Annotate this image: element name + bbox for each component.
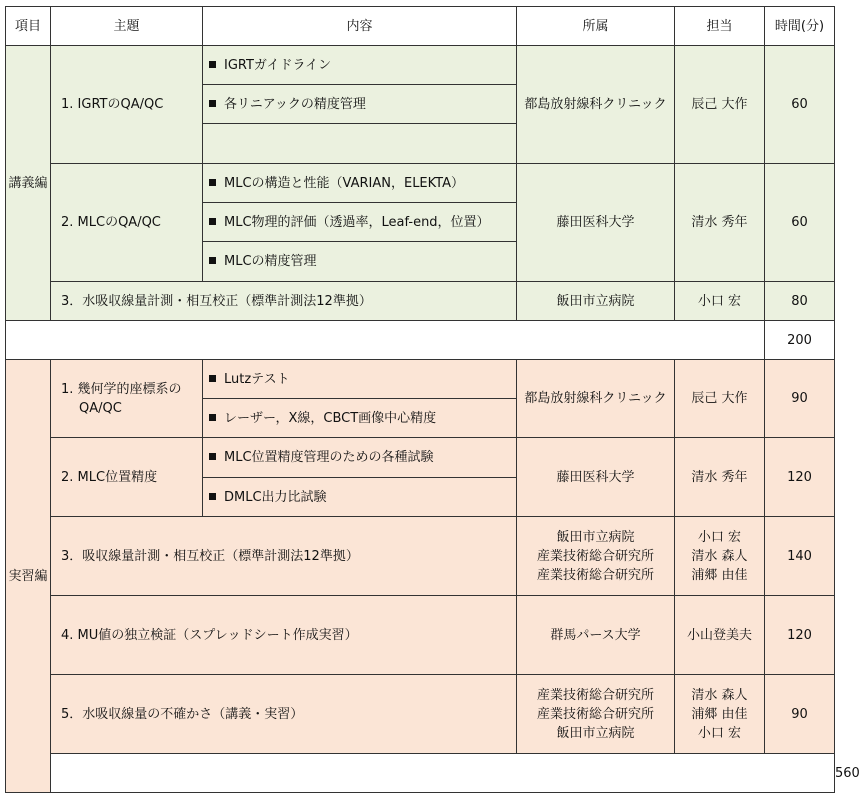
affiliation-line: 産業技術総合研究所	[536, 548, 654, 564]
bullet-square-icon	[209, 453, 216, 460]
table-row	[6, 596, 835, 675]
practice-affiliation-1: 都島放射線科クリニック	[517, 360, 675, 438]
practice-person-1: 辰己 大作	[675, 360, 765, 438]
affiliation-line: 飯田市立病院	[556, 529, 635, 545]
list-item	[203, 399, 517, 438]
header-affiliation: 所属	[517, 7, 675, 46]
practice-time-2: 120	[765, 438, 835, 517]
lecture-time-3: 80	[765, 282, 835, 321]
header-row	[6, 7, 835, 46]
header-content: 内容	[203, 7, 517, 46]
item-text: MLC物理的評価（透過率，Leaf-end，位置）	[224, 214, 490, 230]
header-time: 時間(分)	[765, 7, 835, 46]
list-item	[203, 46, 517, 85]
lecture-person-1: 辰己 大作	[675, 46, 765, 164]
practice-topic-5: 5．水吸収線量の不確かさ（講義・実習）	[51, 675, 517, 754]
table-row	[6, 360, 835, 399]
section-practice-label: 実習編	[6, 360, 51, 793]
bullet-square-icon	[209, 100, 216, 107]
table-row	[6, 675, 835, 754]
item-text: IGRTガイドライン	[224, 57, 332, 73]
lecture-affiliation-3: 飯田市立病院	[517, 282, 675, 321]
practice-person-4: 小山登美夫	[675, 596, 765, 675]
item-text: DMLC出力比試験	[224, 489, 327, 505]
practice-topic-4: 4. MU値の独立検証（スプレッドシート作成実習）	[51, 596, 517, 675]
item-text: MLC位置精度管理のための各種試験	[224, 450, 434, 465]
practice-person-3	[675, 517, 765, 596]
bullet-square-icon	[209, 61, 216, 68]
section-lecture-label: 講義編	[6, 46, 51, 321]
practice-topic-1	[51, 360, 203, 438]
item-text: レーザー，X線，CBCT画像中心精度	[224, 410, 437, 426]
item-text: 各リニアックの精度管理	[224, 96, 366, 112]
practice-affiliation-2: 藤田医科大学	[517, 438, 675, 517]
lecture-affiliation-2: 藤田医科大学	[517, 164, 675, 282]
lecture-topic-3: 3．水吸収線量計測・相互校正（標準計測法12準拠）	[51, 282, 517, 321]
lecture-person-3: 小口 宏	[675, 282, 765, 321]
person-line: 浦郷 由佳	[691, 706, 748, 722]
subtotal-spacer	[6, 321, 765, 360]
bullet-square-icon	[209, 257, 216, 264]
practice-affiliation-4: 群馬パース大学	[517, 596, 675, 675]
table-row	[6, 164, 835, 203]
lecture-topic-1: 1. IGRTのQA/QC	[51, 46, 203, 164]
practice-topic-3: 3．吸収線量計測・相互校正（標準計測法12準拠）	[51, 517, 517, 596]
subtotal-row	[6, 321, 835, 360]
lecture-affiliation-1: 都島放射線科クリニック	[517, 46, 675, 164]
list-item	[203, 438, 517, 478]
person-line: 浦郷 由佳	[691, 567, 748, 583]
table-row	[6, 438, 835, 478]
topic-line: 1. 幾何学的座標系の	[61, 381, 182, 397]
lecture-time-1: 60	[765, 46, 835, 164]
schedule-table	[5, 6, 860, 793]
lecture-topic-2: 2. MLCのQA/QC	[51, 164, 203, 282]
list-item	[203, 203, 517, 242]
bullet-square-icon	[209, 493, 216, 500]
affiliation-line: 産業技術総合研究所	[536, 687, 654, 703]
header-person: 担当	[675, 7, 765, 46]
person-line: 清水 森人	[691, 548, 748, 564]
list-item	[203, 85, 517, 124]
table-row	[6, 517, 835, 596]
practice-topic-2: 2. MLC位置精度	[51, 438, 203, 517]
lecture-time-2: 60	[765, 164, 835, 282]
practice-affiliation-5	[517, 675, 675, 754]
table-row	[6, 282, 835, 321]
bullet-square-icon	[209, 218, 216, 225]
person-line: 小口 宏	[697, 529, 742, 545]
header-item: 項目	[6, 7, 51, 46]
list-item	[203, 360, 517, 399]
total-spacer	[51, 754, 835, 793]
lecture-person-2: 清水 秀年	[675, 164, 765, 282]
bullet-square-icon	[209, 179, 216, 186]
person-line: 清水 森人	[691, 687, 748, 703]
list-item	[203, 478, 517, 517]
practice-affiliation-3	[517, 517, 675, 596]
bullet-square-icon	[209, 375, 216, 382]
person-line: 小口 宏	[697, 725, 742, 741]
list-item	[203, 242, 517, 282]
practice-time-4: 120	[765, 596, 835, 675]
practice-time-3: 140	[765, 517, 835, 596]
affiliation-line: 飯田市立病院	[556, 725, 635, 741]
bullet-square-icon	[209, 414, 216, 421]
practice-time-1: 90	[765, 360, 835, 438]
topic-line: QA/QC	[79, 400, 122, 416]
table-row	[6, 46, 835, 85]
total-row: 560	[6, 754, 835, 793]
affiliation-line: 産業技術総合研究所	[536, 567, 654, 583]
list-item	[203, 164, 517, 203]
header-topic: 主題	[51, 7, 203, 46]
practice-person-5	[675, 675, 765, 754]
affiliation-line: 産業技術総合研究所	[536, 706, 654, 722]
item-text: MLCの精度管理	[224, 254, 317, 269]
item-text: MLCの構造と性能（VARIAN，ELEKTA）	[224, 175, 464, 191]
list-item-empty	[203, 124, 517, 164]
practice-time-5: 90	[765, 675, 835, 754]
item-text: Lutzテスト	[224, 371, 290, 387]
practice-person-2: 清水 秀年	[675, 438, 765, 517]
lecture-subtotal: 200	[765, 321, 835, 360]
